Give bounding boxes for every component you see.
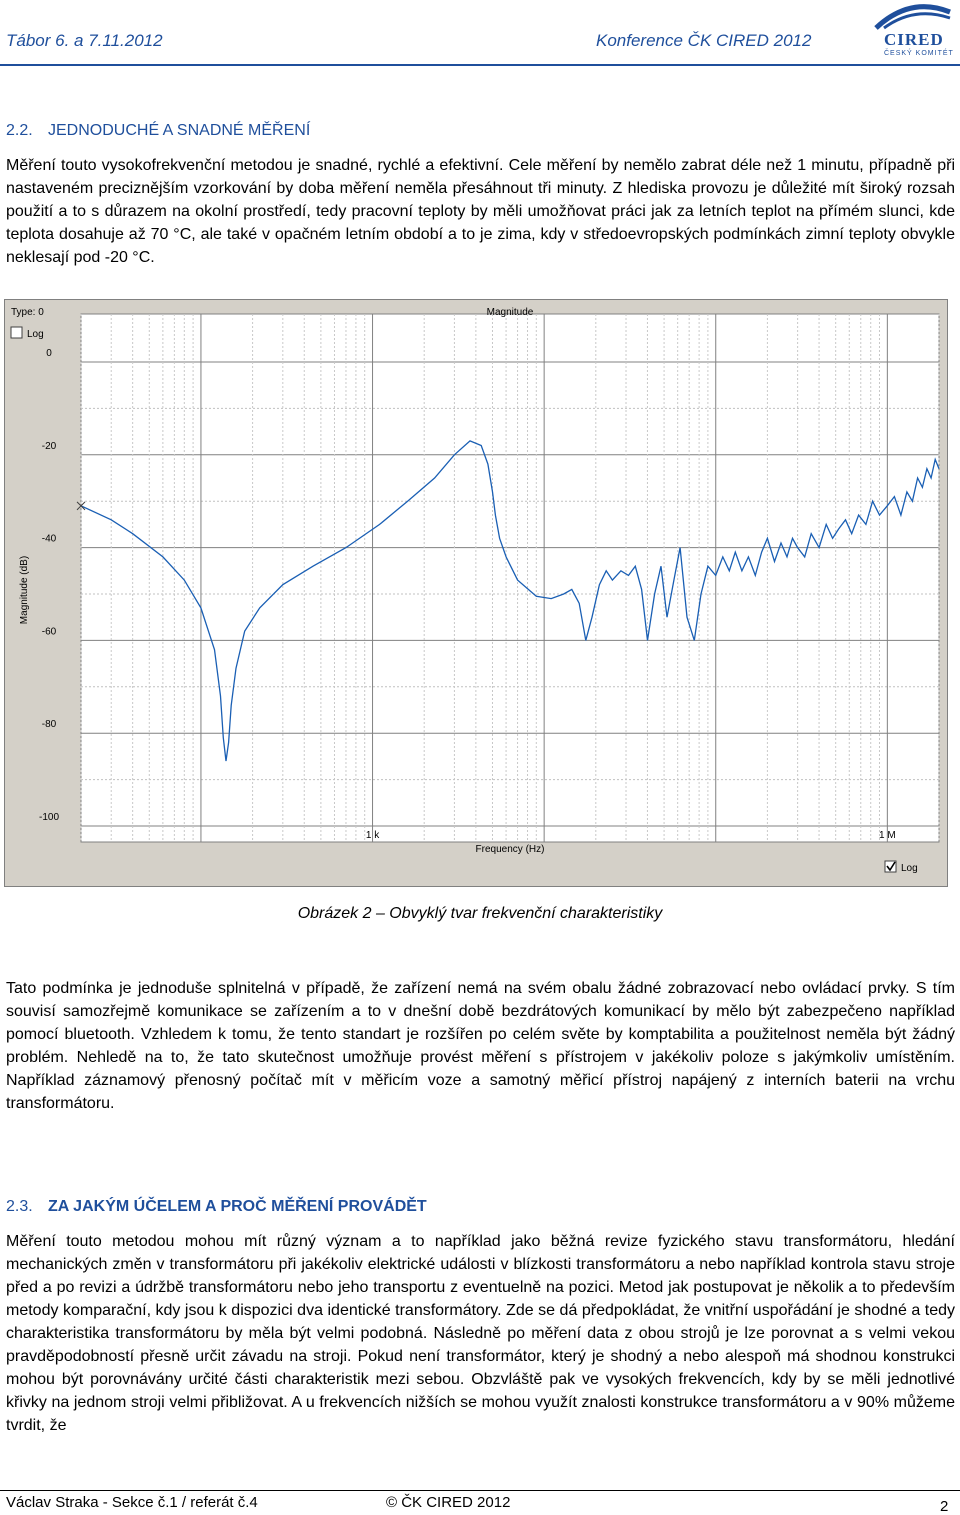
footer-copyright: © ČK CIRED 2012 [386, 1494, 511, 1511]
section-number: 2.2. [6, 122, 33, 139]
page-number: 2 [940, 1498, 949, 1515]
chart-title: Magnitude [486, 307, 534, 318]
section-heading [6, 122, 310, 140]
y-tick-label: -40 [41, 533, 57, 545]
cired-logo-subtitle: ČESKÝ KOMITÉT [884, 50, 954, 57]
section-number: 2.3. [6, 1198, 33, 1215]
section-title: JEDNODUCHÉ A SNADNÉ MĚŘENÍ [48, 122, 311, 139]
figure-caption: Obrázek 2 – Obvyklý tvar frekvenční charakteristiky [297, 905, 663, 922]
y-tick-label: 0 [46, 348, 52, 359]
header-divider [0, 64, 960, 66]
footer-divider [0, 1490, 960, 1491]
section-heading [6, 1198, 427, 1216]
x-axis-label: Frequency (Hz) [475, 844, 545, 855]
header-date: Tábor 6. a 7.11.2012 [6, 31, 163, 50]
y-tick-label: -100 [38, 812, 60, 823]
y-tick-label: -60 [41, 626, 57, 638]
plot-area [81, 314, 939, 842]
top-log-checkbox[interactable] [11, 327, 22, 338]
paragraph: Měření touto metodou mohou mít různý význam a to například jako běžná revize fyzického stavu transformátoru, hledání mechanických změn v transformátoru při jakékoliv elektrické události v blízkosti transformátoru a nebo například kontrola stavu stroje před a po revizi a údržbě transformátoru nebo jeho transportu z eventuelně na pozici. Metod jak postupovat je několik a to především metody komparační, kdy jsou k dispozici dva identické transformátory. Zde se dá předpokládat, že vnitřní uspořádání je shodné a tedy charakteristika transformátoru by měla být velmi podobná. Následně po měření data z obou strojů je lze porovnat a s velmi vekou pravděpodobností přesně určit závadu na stroji. Pokud není transformátor, který je shodný a nebo alespoň má shodnou konstrukci mohou být porovnávány určité části charakteristik mezi sebou. Obzvláště pak ve vysokých frekvencích, kdy by se měli jednotlivé křivky na jednom stroji velmi přibližovat. A u frekvencích nižších se mohou využít znalosti konstrukce transformátoru a v 90% můžeme tvrdit, že [6, 1233, 955, 1434]
chart-canvas [5, 300, 947, 886]
paragraph: Tato podmínka je jednoduše splnitelná v případě, že zařízení nemá na svém obalu žádné zobrazovací nebo ovládací prvky. S tím souvisí samozřejmě komunikace se zařízením a to v dnešní době bezdrátových komunikací by mělo být zabezpečeno například pomocí bluetooth. Vzhledem k tomu, že tento standart je rozšířen po celém světe by komptabilita a použitelnost neměla být žádný problém. Nehledě na to, že tato skutečnost umožňuje provést měření s přístrojem v jakékoliv poloze s jakýmkoliv umístěním. Například záznamový přenosný počítač mít v měřicím voze a samotný měřicí přístroj napájený z interních baterii na vrchu transformátoru. [6, 980, 955, 1112]
y-tick-label: -20 [41, 440, 57, 452]
top-log-label: Log [27, 329, 44, 340]
bottom-log-label: Log [901, 863, 918, 874]
x-tick-label: 1 k [365, 830, 380, 841]
cired-logo-text: CIRED [884, 30, 944, 49]
footer-author: Václav Straka - Sekce č.1 / referát č.4 [6, 1494, 258, 1511]
frequency-response-chart [4, 299, 948, 887]
section-title: ZA JAKÝM ÚČELEM A PROČ MĚŘENÍ PROVÁDĚT [48, 1198, 427, 1215]
type-label: Type: 0 [11, 307, 44, 318]
header-conference: Konference ČK CIRED 2012 [596, 31, 812, 50]
paragraph: Měření touto vysokofrekvenční metodou je snadné, rychlé a efektivní. Cele měření by nemělo zabrat déle než 1 minutu, případně při nastaveném preciznějším vzorkování by doba měření neměla přesáhnout tři minuty. Z hlediska provozu je důležité mít široký rozsah použití a to s důrazem na okolní prostředí, tedy pracovní teploty by měli umožňovat práci jak za letních teplot na přímém slunci, kde teplota dosahuje až 70 °C, ale také v opačném letním období a to je zima, kdy v středoevropských podmínkách zimní teploty obvykle neklesají pod -20 °C. [6, 157, 955, 266]
y-tick-label: -80 [41, 719, 57, 731]
x-tick-label: 1 M [879, 830, 896, 841]
y-axis-label: Magnitude (dB) [19, 555, 30, 625]
